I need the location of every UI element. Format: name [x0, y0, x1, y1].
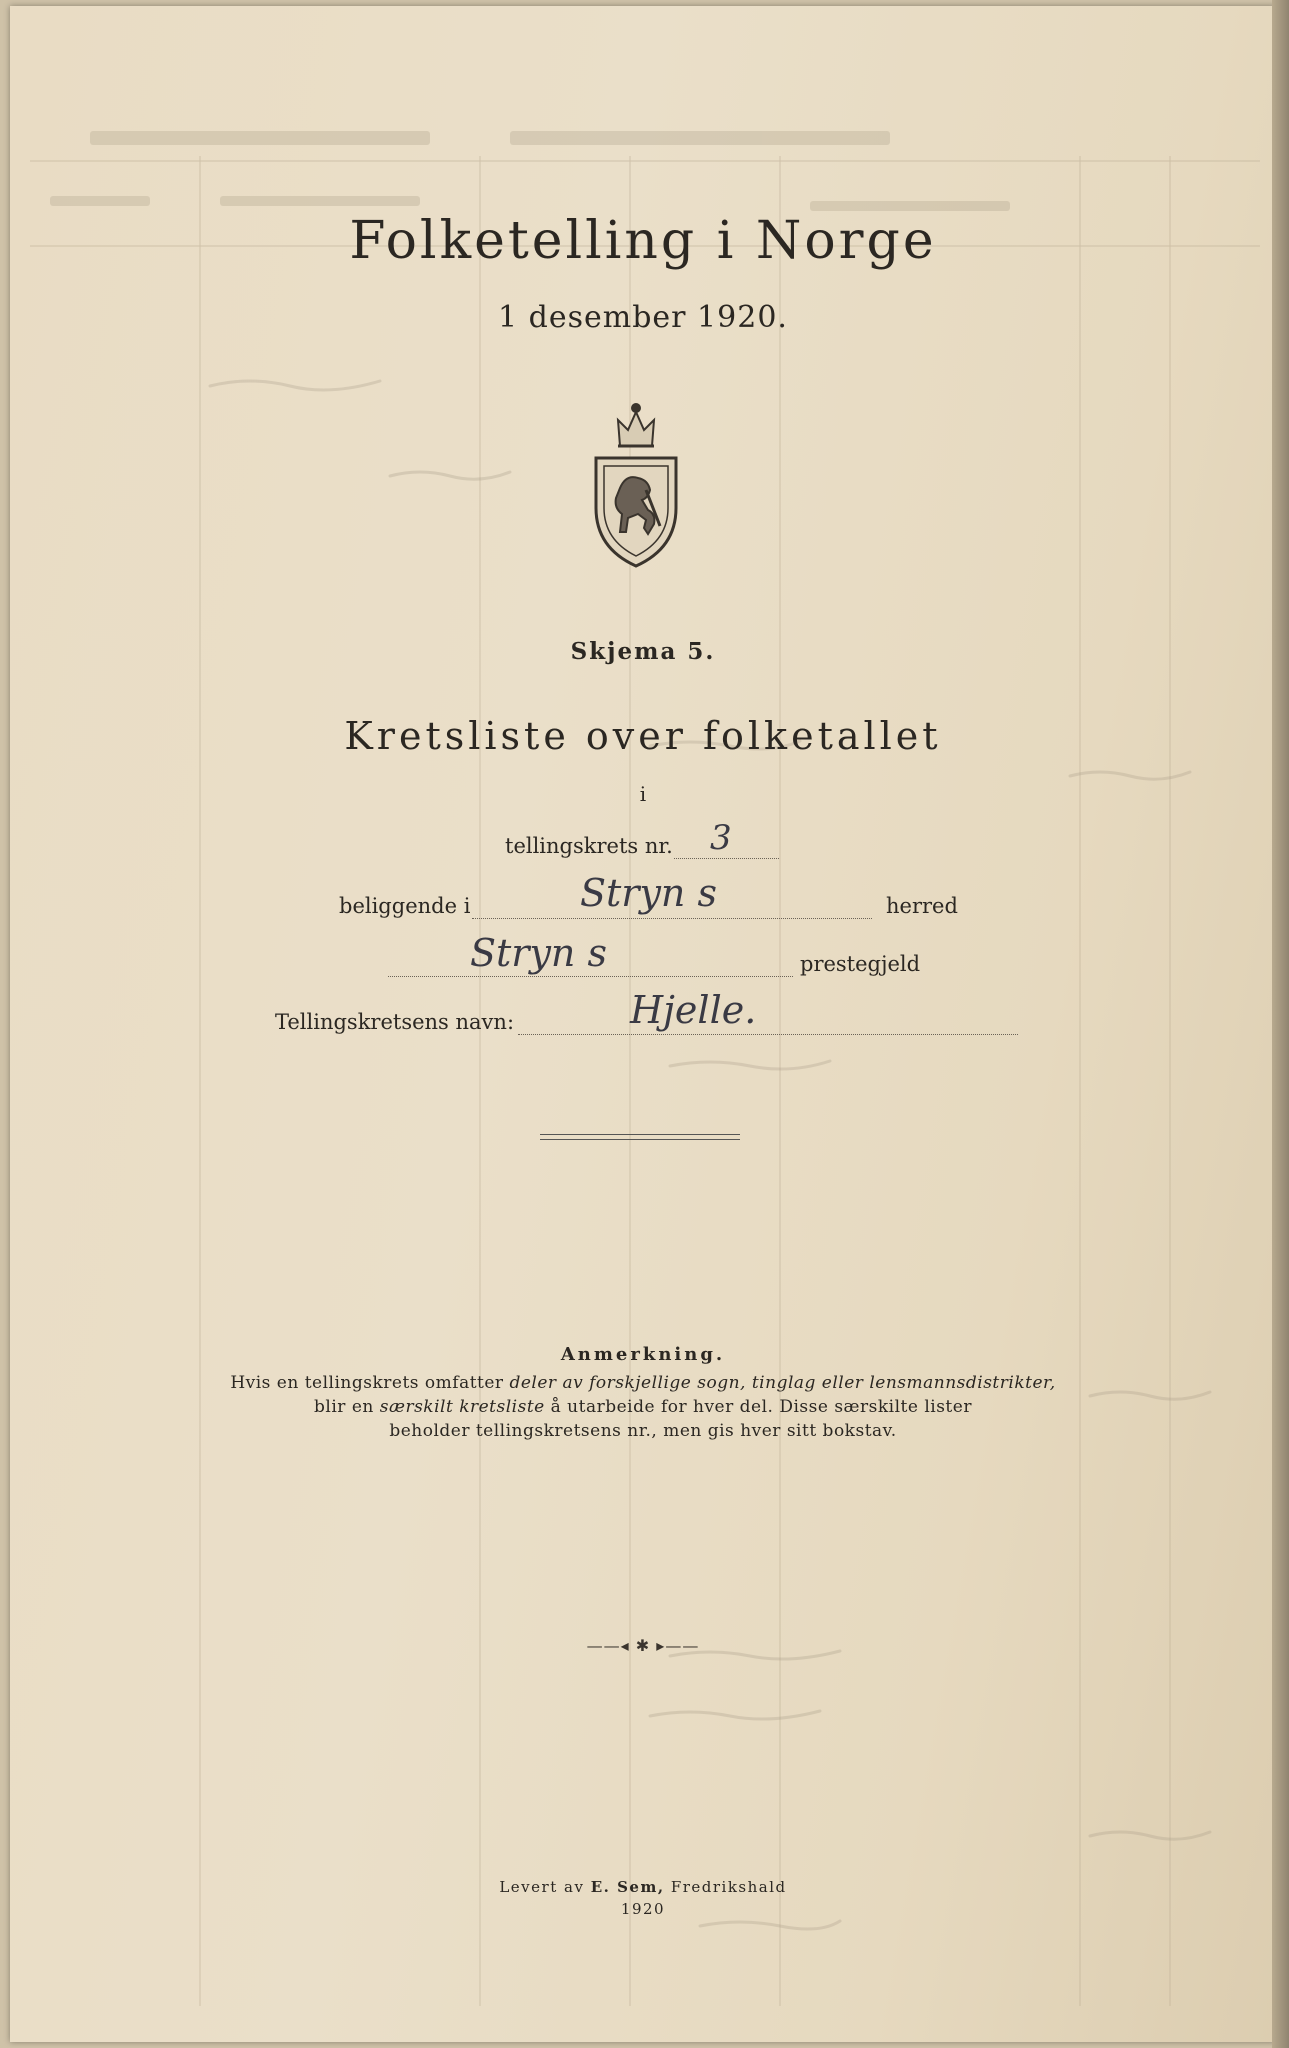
note-line-2-plain: blir en	[314, 1397, 380, 1417]
note-line-1-italic: deler av forskjellige sogn, tinglag eller lensmannsdistrikter,	[509, 1373, 1056, 1393]
ornament-divider: ——◂ ✱ ▸——	[586, 1636, 700, 1655]
printer-name: E. Sem,	[590, 1878, 665, 1896]
norwegian-coat-of-arms-icon	[590, 398, 682, 570]
divider-rule	[540, 1134, 740, 1135]
prestegjeld-fill-line	[388, 976, 793, 977]
note-heading: Anmerkning.	[560, 1344, 726, 1365]
printer-line	[10, 1876, 1276, 1898]
note-line-1-plain: Hvis en tellingskrets omfatter	[230, 1373, 510, 1393]
note-line-1	[10, 1371, 1276, 1395]
printer-prefix: Levert av	[499, 1878, 591, 1896]
form-heading: Kretsliste over folketallet	[344, 714, 942, 758]
note-line-2-rest: å utarbeide for hver del. Disse særskilte lister	[544, 1397, 972, 1417]
krets-navn-label: Tellingskretsens navn:	[275, 1010, 515, 1034]
herred-label: herred	[886, 894, 958, 918]
note-line-2-italic: særskilt kretsliste	[379, 1397, 545, 1417]
page-edge-shadow	[1272, 0, 1289, 2048]
prestegjeld-value: Stryn s	[470, 931, 607, 975]
note-line-2	[10, 1395, 1276, 1419]
printer-place: Fredrikshald	[664, 1878, 787, 1896]
beliggende-label: beliggende i	[339, 894, 471, 918]
printer-year: 1920	[620, 1900, 666, 1918]
census-form-page	[10, 6, 1276, 2042]
beliggende-fill-line	[472, 918, 872, 919]
schema-number: Skjema 5.	[570, 638, 716, 665]
note-text	[10, 1371, 1276, 1443]
prestegjeld-label: prestegjeld	[800, 952, 921, 976]
connector-word: i	[639, 782, 647, 806]
krets-navn-value: Hjelle.	[630, 988, 757, 1032]
printer-footer	[10, 1876, 1276, 1920]
krets-value: 3	[710, 818, 732, 858]
divider-rule	[540, 1139, 740, 1140]
krets-navn-fill-line	[518, 1034, 1018, 1035]
krets-label: tellingskrets nr.	[505, 834, 673, 858]
census-date: 1 desember 1920.	[498, 300, 788, 335]
note-line-3: beholder tellingskretsens nr., men gis hver sitt bokstav.	[389, 1421, 897, 1441]
beliggende-value: Stryn s	[580, 871, 717, 915]
krets-fill-line	[674, 858, 779, 859]
page-title: Folketelling i Norge	[349, 211, 937, 271]
